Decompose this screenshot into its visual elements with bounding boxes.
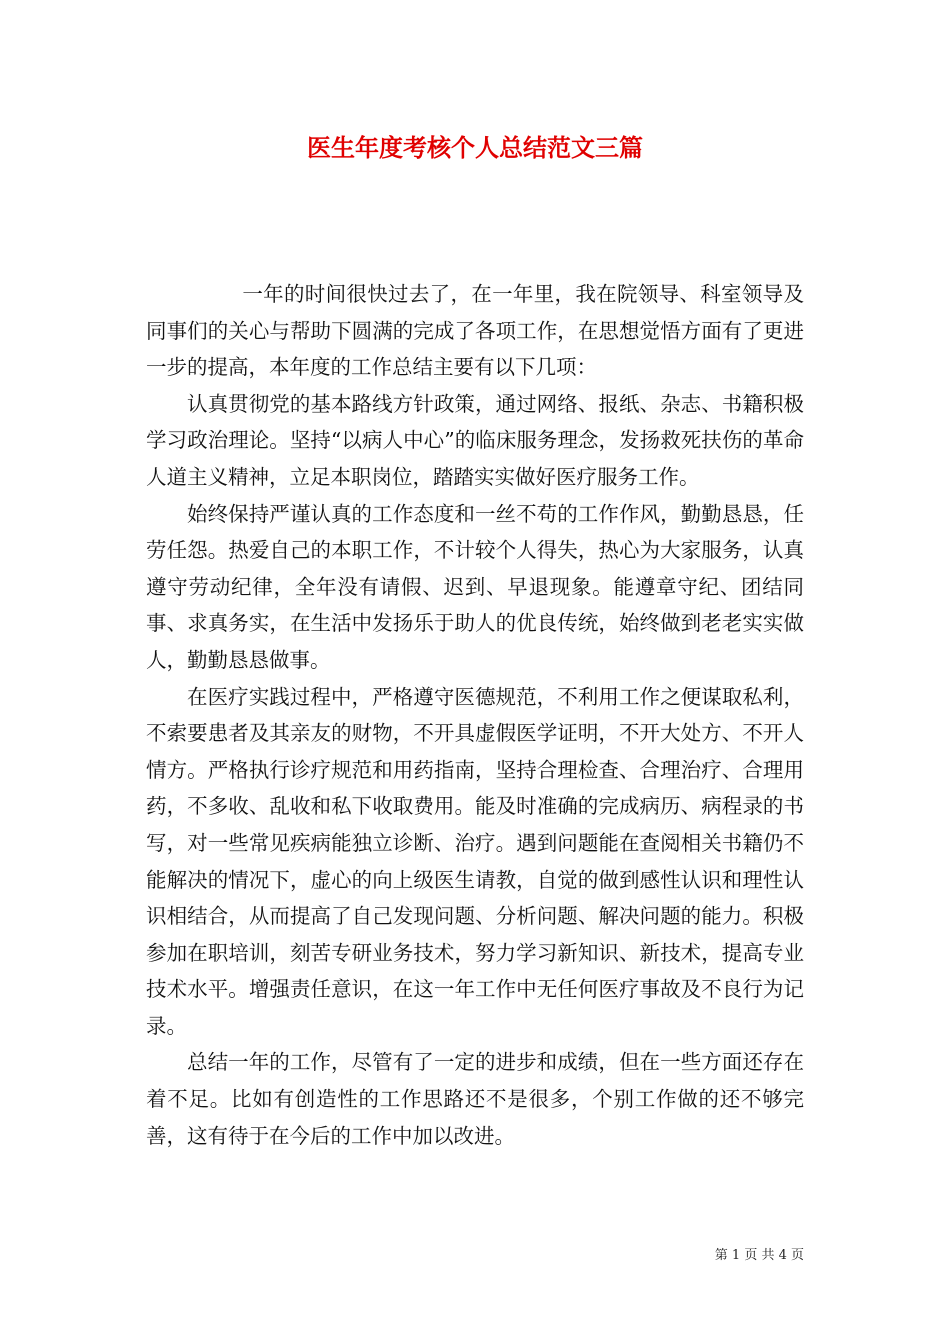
document-title: 医生年度考核个人总结范文三篇 (307, 133, 643, 162)
paragraph-politics: 认真贯彻党的基本路线方针政策，通过网络、报纸、杂志、书籍积极学习政治理论。坚持“以病人中心”的临床服务理念，发扬救死扶伤的革命人道主义精神，立足本职岗位，踏踏实实做好医疗服务工作。 (146, 391, 804, 489)
document-body (146, 276, 804, 1154)
paragraph-conclusion: 总结一年的工作，尽管有了一定的进步和成绩，但在一些方面还存在着不足。比如有创造性的工作思路还不是很多，个别工作做的还不够完善，这有待于在今后的工作中加以改进。 (146, 1050, 804, 1148)
page-number: 第 1 页 共 4 页 (714, 1248, 804, 1263)
paragraph-medical-practice: 在医疗实践过程中，严格遵守医德规范，不利用工作之便谋取私利，不索要患者及其亲友的财物，不开具虚假医学证明，不开大处方、不开人情方。严格执行诊疗规范和用药指南，坚持合理检查、合理治疗、合理用药，不多收、乱收和私下收取费用。能及时准确的完成病历、病程录的书写，对一些常见疾病能独立诊断、治疗。遇到问题能在查阅相关书籍仍不能解决的情况下，虚心的向上级医生请教，自觉的做到感性认识和理性认识相结合，从而提高了自己发现问题、分析问题、解决问题的能力。积极参加在职培训，刻苦专研业务技术，努力学习新知识、新技术，提高专业技术水平。增强责任意识，在这一年工作中无任何医疗事故及不良行为记录。 (146, 684, 804, 1038)
paragraph-attitude: 始终保持严谨认真的工作态度和一丝不苟的工作作风，勤勤恳恳，任劳任怨。热爱自己的本职工作，不计较个人得失，热心为大家服务，认真遵守劳动纪律，全年没有请假、迟到、早退现象。能遵章守纪、团结同事、求真务实，在生活中发扬乐于助人的优良传统，始终做到老老实实做人，勤勤恳恳做事。 (146, 501, 804, 672)
paragraph-intro: 一年的时间很快过去了，在一年里，我在院领导、科室领导及同事们的关心与帮助下圆满的完成了各项工作，在思想觉悟方面有了更进一步的提高，本年度的工作总结主要有以下几项： (146, 282, 804, 380)
